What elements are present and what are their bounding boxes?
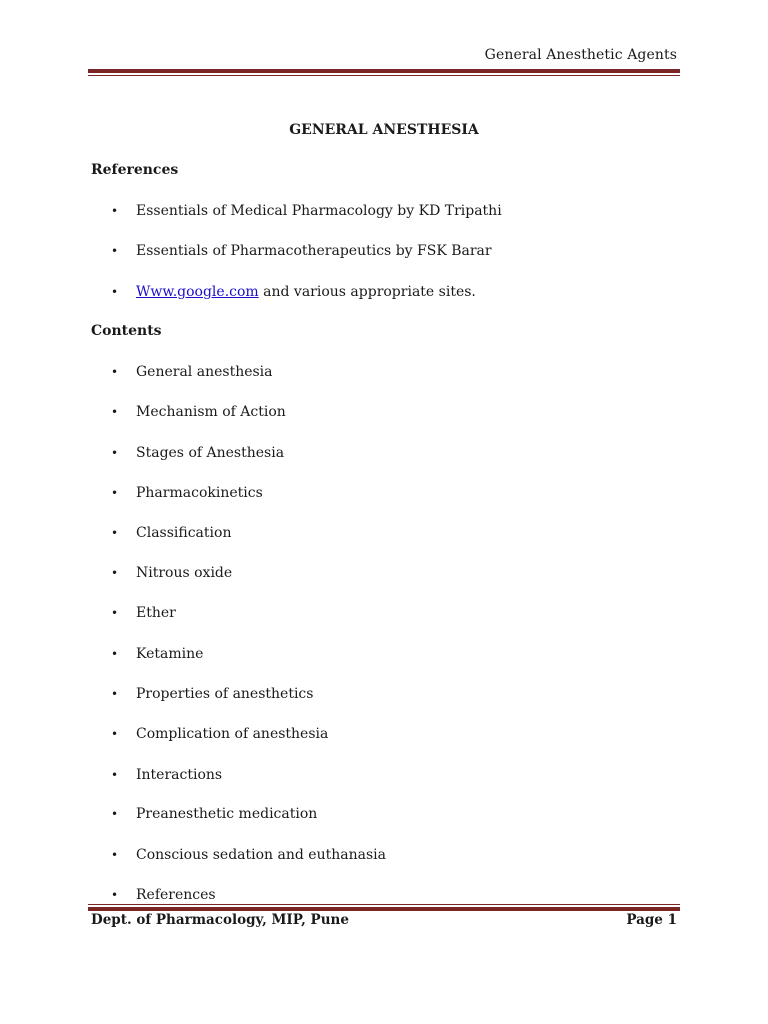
- bullet-icon: •: [111, 365, 119, 379]
- contents-heading: Contents: [91, 323, 162, 339]
- contents-item: [111, 846, 386, 864]
- bullet-icon: •: [111, 807, 119, 821]
- contents-item-label: Complication of anesthesia: [136, 726, 329, 742]
- reference-item: [111, 283, 476, 301]
- reference-text: Essentials of Pharmacotherapeutics by FSK Barar: [136, 243, 492, 259]
- bullet-icon: •: [111, 244, 119, 258]
- contents-item: [111, 524, 231, 542]
- contents-item-label: Interactions: [136, 767, 223, 783]
- contents-item: [111, 886, 216, 904]
- contents-item-label: Preanesthetic medication: [136, 806, 318, 822]
- contents-item-label: Ketamine: [136, 646, 204, 662]
- contents-item-label: Stages of Anesthesia: [136, 445, 285, 461]
- contents-item: [111, 403, 286, 421]
- contents-item-label: General anesthesia: [136, 364, 273, 380]
- reference-item: [111, 202, 502, 220]
- bullet-icon: •: [111, 888, 119, 902]
- google-link[interactable]: Www.google.com: [136, 284, 259, 300]
- contents-item-label: Classification: [136, 525, 232, 541]
- bullet-icon: •: [111, 647, 119, 661]
- footer-rule-thin: [88, 904, 680, 905]
- bullet-icon: •: [111, 848, 119, 862]
- references-heading: References: [91, 162, 179, 178]
- header-rule-thick: [88, 69, 680, 73]
- contents-item-label: Properties of anesthetics: [136, 686, 314, 702]
- bullet-icon: •: [111, 405, 119, 419]
- contents-item-label: References: [136, 887, 216, 903]
- bullet-icon: •: [111, 204, 119, 218]
- bullet-icon: •: [111, 446, 119, 460]
- contents-item: [111, 725, 328, 743]
- contents-item: [111, 444, 284, 462]
- contents-item: [111, 685, 313, 703]
- contents-item: [111, 645, 203, 663]
- contents-item: [111, 363, 273, 381]
- contents-item-label: Nitrous oxide: [136, 565, 233, 581]
- bullet-icon: •: [111, 566, 119, 580]
- bullet-icon: •: [111, 285, 119, 299]
- document-title: GENERAL ANESTHESIA: [289, 122, 479, 138]
- contents-item: [111, 766, 222, 784]
- header-rule-thin: [88, 75, 680, 76]
- reference-text: and various appropriate sites.: [258, 284, 476, 300]
- bullet-icon: •: [111, 486, 119, 500]
- bullet-icon: •: [111, 727, 119, 741]
- footer-rule-thick: [88, 907, 680, 911]
- contents-item-label: Conscious sedation and euthanasia: [136, 847, 386, 863]
- contents-item-label: Pharmacokinetics: [136, 485, 263, 501]
- contents-item-label: Mechanism of Action: [136, 404, 286, 420]
- reference-text: Essentials of Medical Pharmacology by KD Tripathi: [136, 203, 502, 219]
- footer-department: Dept. of Pharmacology, MIP, Pune: [91, 912, 349, 928]
- bullet-icon: •: [111, 606, 119, 620]
- bullet-icon: •: [111, 526, 119, 540]
- contents-item: [111, 564, 232, 582]
- footer-page-number: Page 1: [626, 912, 677, 928]
- bullet-icon: •: [111, 768, 119, 782]
- contents-item: [111, 604, 176, 622]
- reference-item: [111, 242, 492, 260]
- contents-item: [111, 805, 317, 823]
- bullet-icon: •: [111, 687, 119, 701]
- contents-item-label: Ether: [136, 605, 176, 621]
- running-header-title: General Anesthetic Agents: [484, 47, 677, 63]
- contents-item: [111, 484, 263, 502]
